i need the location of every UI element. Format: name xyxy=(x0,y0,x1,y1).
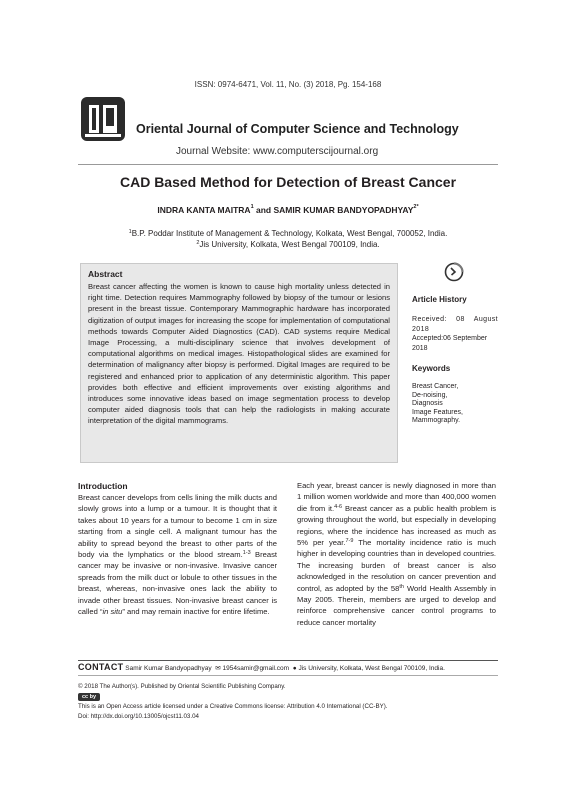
issn-line: ISSN: 0974-6471, Vol. 11, No. (3) 2018, Pg. 154-168 xyxy=(194,80,382,89)
intro-text: Breast cancer may be invasive or non-invasive. Invasive cancer spreads from the milk duct or lobule to other tissues in the breast, whereas, non-invasive ones lack the ability to invade other breast tissues. Non-invasive breast cancer is called “ xyxy=(78,550,277,617)
abstract-heading: Abstract xyxy=(88,269,123,279)
intro-text: World Health Assembly in May 2005. Therein, members are urged to develop and reinforce comprehensive cancer control programs to reduce cancer mortality xyxy=(297,583,496,627)
contact-label: CONTACT xyxy=(78,662,124,672)
keyword: De-noising, xyxy=(412,391,448,399)
author-conjunction: and xyxy=(253,205,274,215)
journal-logo xyxy=(80,96,126,142)
intro-text: Breast cancer develops from cells lining the milk ducts and slowly grows into a lump or a tumour. It is thought that it takes about 10 years for a tumour to become 1 cm in size starting from a single cell. A malignant tumour has the ability to spread beyond the breast to other parts of the body via the lymphatics or the blood stream. xyxy=(78,493,277,560)
author-2-sup: 2* xyxy=(413,204,419,210)
header-divider xyxy=(78,164,498,165)
paper-title: CAD Based Method for Detection of Breast Cancer xyxy=(119,174,457,190)
keyword: Mammography. xyxy=(412,417,461,425)
keywords-heading: Keywords xyxy=(412,364,451,373)
citation[interactable]: 1-3 xyxy=(242,550,251,557)
abstract-text: Breast cancer affecting the women is known to cause high mortality unless detected in right time. Detection requires Mammography followed by biopsy of the tumour or lesions present in the breast tissue. Contemporary Mammographic hardware has incorporated digitization of output images for increasing the scope for implementation of computational methods towards Computer Aided Diagnostics (CAD). CAD systems require Medical Image Processing, a multi-disciplinary science that involves development of computational algorithms on medical images. Histopathological slides are examined for determination of malignancy after biopsy is performed. Digital Images are required to be registered and enhanced prior to application of any deterministic algorithm. This paper provides both effective and efficient improvements over existing algorithms and introduces some innovative ideas based on image segmentation process to develop computer aided diagnosis tools that can help the radiologists in making accurate interpretation of the digital mammograms. xyxy=(88,282,390,426)
intro-text-italic: in situ xyxy=(102,607,123,617)
doi-link[interactable]: Doi: http://dx.doi.org/10.13005/ojcst11.03.04 xyxy=(78,713,199,720)
intro-column-1 xyxy=(78,492,277,617)
contact-address: Jis University, Kolkata, West Bengal 700109, India. xyxy=(298,665,445,672)
intro-text: ” and may remain inactive for entire lifetime. xyxy=(122,607,270,617)
intro-text: Breast cancer as a public health problem is growing throughout the world, but especially in developing regions, where the incidence has increased as much as 5% per year. xyxy=(297,503,496,548)
footer-divider xyxy=(78,660,498,661)
check-for-updates-icon[interactable] xyxy=(443,261,465,283)
authors xyxy=(0,205,576,215)
intro-column-2 xyxy=(297,480,496,628)
ordinal-suffix: th xyxy=(399,583,404,590)
email-icon: ✉ xyxy=(215,665,221,672)
affil-2-sup: 2 xyxy=(196,240,200,246)
keyword: Diagnosis xyxy=(412,400,443,408)
received-date: Received: 08 August 2018 xyxy=(412,316,498,333)
citation[interactable]: 4-6 xyxy=(334,503,343,510)
keywords-list xyxy=(412,383,463,426)
cc-by-badge[interactable]: cc by xyxy=(78,693,100,701)
citation[interactable]: 7-9 xyxy=(345,538,354,545)
abstract-box xyxy=(80,263,398,463)
copyright: © 2018 The Author(s). Published by Oriental Scientific Publishing Company. xyxy=(78,683,286,690)
article-history-heading: Article History xyxy=(412,295,467,304)
introduction-heading: Introduction xyxy=(78,481,128,491)
journal-website[interactable]: Journal Website: www.computerscijournal.org xyxy=(176,146,379,157)
author-1: INDRA KANTA MAITRA xyxy=(157,205,251,215)
keyword: Breast Cancer, xyxy=(412,383,459,390)
journal-name: Oriental Journal of Computer Science and Technology xyxy=(136,122,459,136)
contact-name: Samir Kumar Bandyopadhyay xyxy=(125,665,212,672)
accepted-date: Accepted:06 September 2018 xyxy=(412,335,488,352)
location-pin-icon: ● xyxy=(292,665,297,672)
intro-text: The mortality incidence ratio is much higher in developing countries than in developed countries. The increasing burden of breast cancer is also acknowledged in the resolution on cancer prevention and control, as adopted by the 58 xyxy=(297,538,496,593)
intro-text: Each year, breast cancer is newly diagnosed in more than 1 million women worldwide and more than 400,000 women die from it. xyxy=(297,481,496,513)
affiliation-2: Jis University, Kolkata, West Bengal 700109, India. xyxy=(199,240,380,249)
affiliation-1: B.P. Poddar Institute of Management & Technology, Kolkata, West Bengal, 700052, India. xyxy=(131,229,448,238)
author-2: SAMIR KUMAR BANDYOPADHYAY xyxy=(273,205,414,215)
contact-divider xyxy=(78,675,498,676)
contact-email[interactable]: 1954samir@gmail.com xyxy=(222,665,290,672)
keyword: Image Features, xyxy=(412,408,463,416)
author-1-sup: 1 xyxy=(250,204,254,210)
contact-line xyxy=(78,662,445,672)
affiliations xyxy=(0,228,576,250)
affil-1-sup: 1 xyxy=(128,229,132,235)
license-text: This is an Open Access article licensed under a Creative Commons license: Attribution 4.0 International (CC-BY). xyxy=(78,703,388,710)
